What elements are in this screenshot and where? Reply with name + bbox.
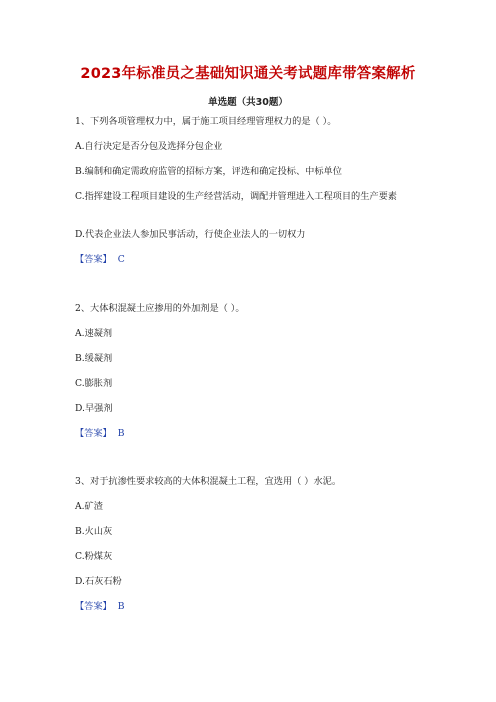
question-1-option-b: B.编制和确定需政府监管的招标方案，评选和确定投标、中标单位: [75, 166, 342, 177]
question-2-option-b: B.缓凝剂: [75, 353, 113, 364]
question-1-option-c: C.指挥建设工程项目建设的生产经营活动，调配并管理进入工程项目的生产要素: [75, 191, 397, 202]
answer-label: 【答案】: [75, 254, 112, 265]
question-3-stem: 3、对于抗渗性要求较高的大体积混凝土工程，宜选用（ ）水泥。: [75, 476, 342, 487]
question-3-option-a: A.矿渣: [75, 501, 103, 512]
question-2-answer: [75, 427, 125, 440]
section-heading: 单选题（共30题）: [208, 97, 288, 108]
document-title: 2023年标准员之基础知识通关考试题库带答案解析: [80, 66, 416, 82]
question-3-option-b: B.火山灰: [75, 526, 113, 537]
answer-value: B: [117, 601, 125, 612]
answer-value: B: [117, 428, 125, 439]
question-2-option-c: C.膨胀剂: [75, 378, 113, 389]
question-2-stem: 2、大体积混凝土应掺用的外加剂是（ ）。: [75, 303, 245, 314]
question-2-option-a: A.速凝剂: [75, 328, 113, 339]
question-2-option-d: D.早强剂: [75, 403, 113, 414]
question-1-answer: [75, 253, 125, 266]
question-3-option-c: C.粉煤灰: [75, 551, 113, 562]
answer-value: C: [117, 254, 125, 265]
answer-label: 【答案】: [75, 428, 112, 439]
question-1-option-a: A.自行决定是否分包及选择分包企业: [75, 141, 223, 152]
answer-label: 【答案】: [75, 601, 112, 612]
question-3-option-d: D.石灰石粉: [75, 576, 122, 587]
question-1-stem: 1、下列各项管理权力中，属于施工项目经理管理权力的是（ ）。: [75, 116, 337, 127]
question-1-option-d: D.代表企业法人参加民事活动，行使企业法人的一切权力: [75, 229, 306, 240]
question-3-answer: [75, 600, 125, 613]
